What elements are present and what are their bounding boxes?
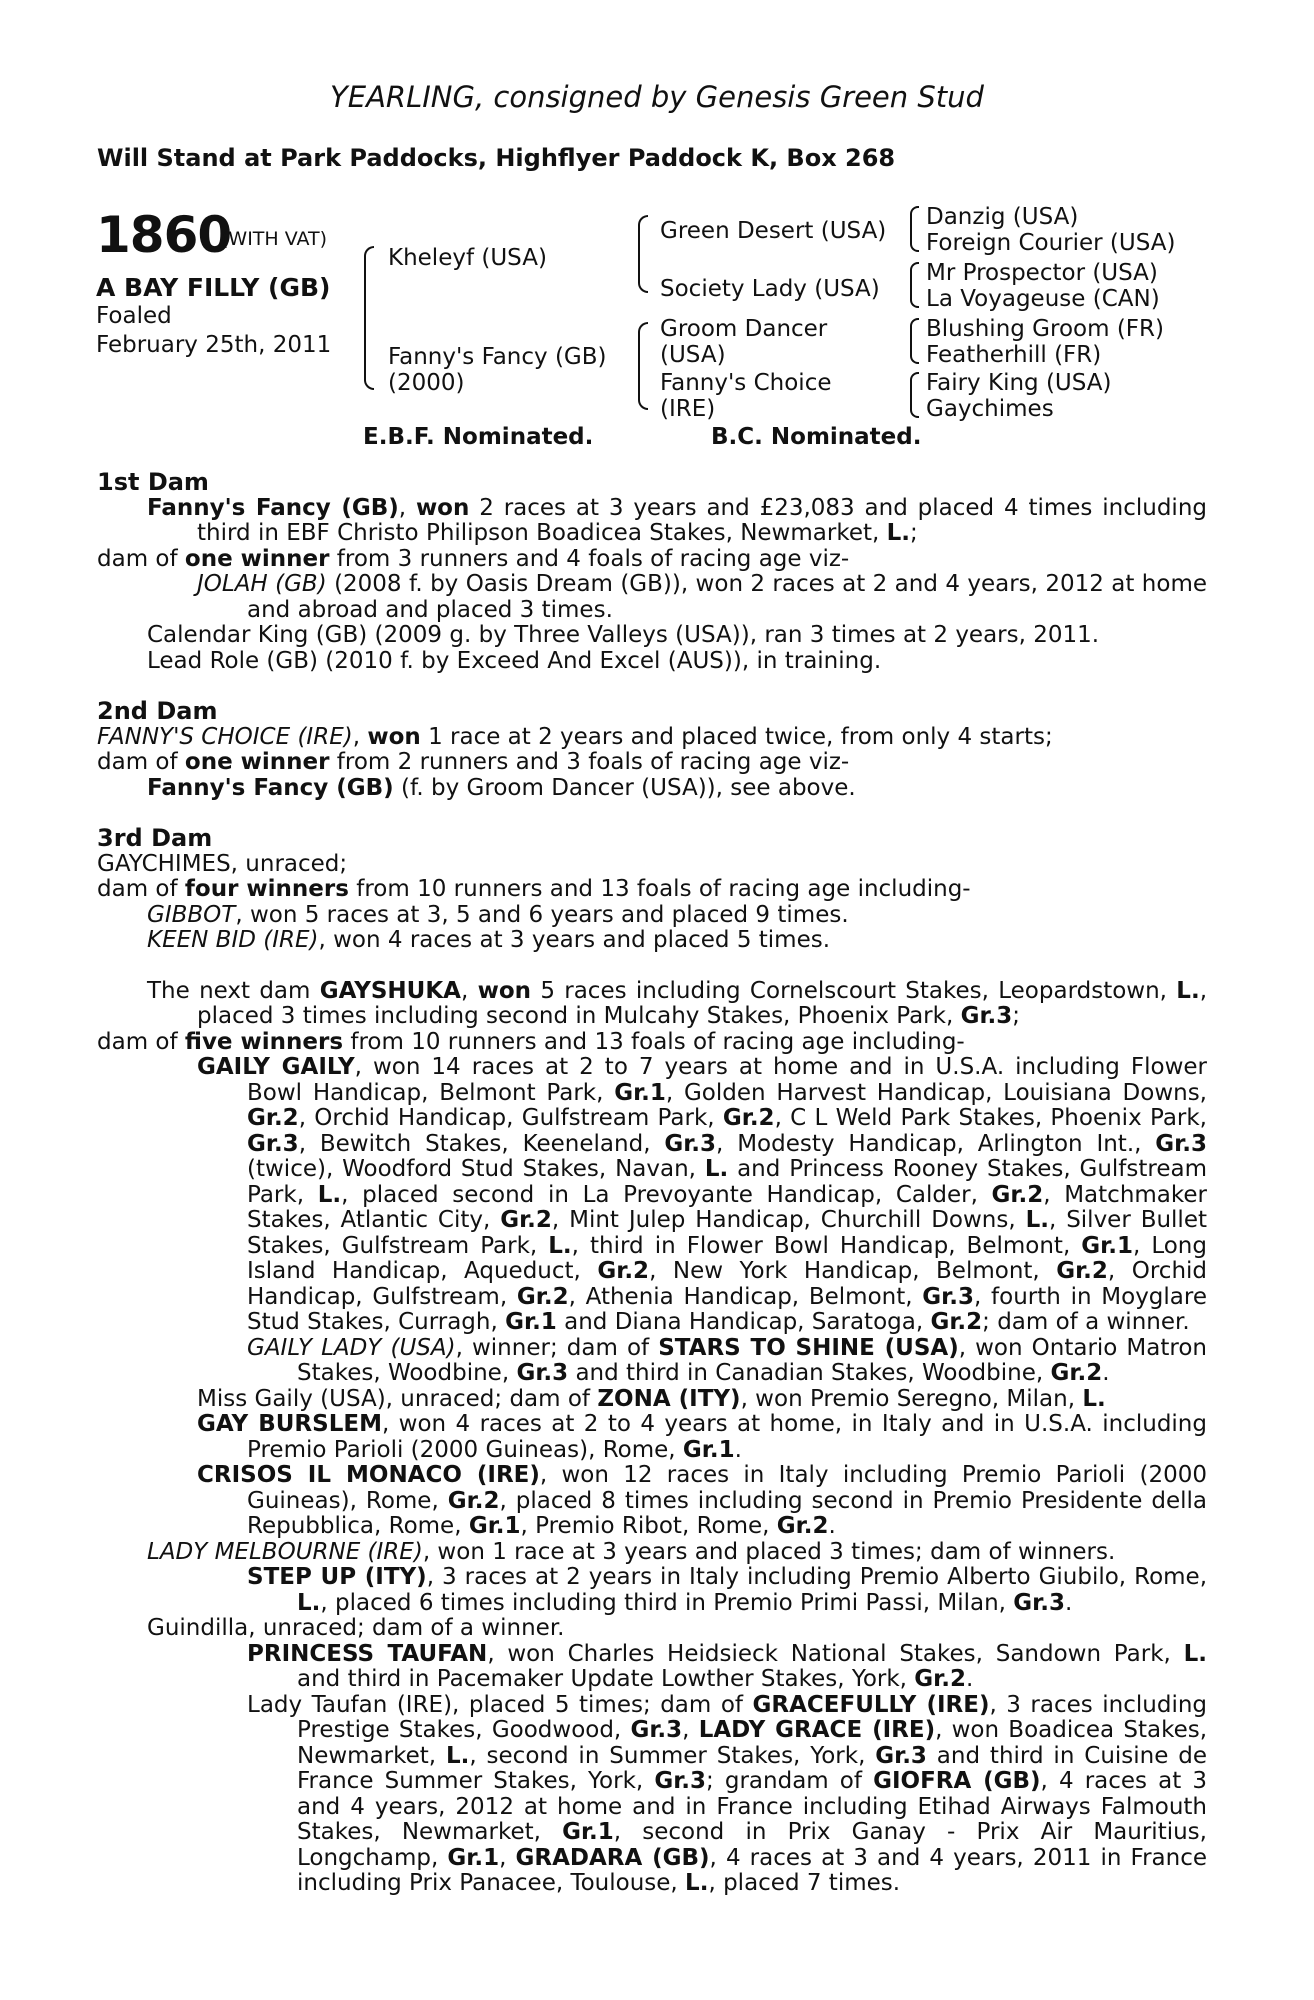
third-dam-record: GAYCHIMES, unraced;	[97, 850, 348, 877]
pedigree-brace-dam	[638, 322, 648, 410]
pedigree-brace-main	[364, 246, 374, 390]
produce-crisos-il-monaco: CRISOS IL MONACO (IRE), won 12 races in Italy including Premio Parioli (2000 Guineas), Rome, Gr.2, placed 8 times including second in Premio Presidente della Repubblica, Rome, Gr.1, Premio Ribot, Rome, Gr.2.	[197, 1462, 1208, 1539]
ebf-nominated: E.B.F. Nominated.	[363, 424, 594, 450]
produce-gaily-gaily: GAILY GAILY, won 14 races at 2 to 7 years at home and in U.S.A. including Flower Bowl Handicap, Belmont Park, Gr.1, Golden Harvest Handicap, Louisiana Downs, Gr.2, Orchid Handicap, Gulfstream Park, Gr.2, C L Weld Park Stakes, Phoenix Park, Gr.3, Bewitch Stakes, Keeneland, Gr.3, Modesty Handicap, Arlington Int., Gr.3 (twice), Woodford Stud Stakes, Navan, L. and Princess Rooney Stakes, Gulfstream Park, L., placed second in La Prevoyante Handicap, Calder, Gr.2, Matchmaker Stakes, Atlantic City, Gr.2, Mint Julep Handicap, Churchill Downs, L., Silver Bullet Stakes, Gulfstream Park, L., third in Flower Bowl Handicap, Belmont, Gr.1, Long Island Handicap, Aqueduct, Gr.2, New York Handicap, Belmont, Gr.2, Orchid Handicap, Gulfstream, Gr.2, Athenia Handicap, Belmont, Gr.3, fourth in Moyglare Stud Stakes, Curragh, Gr.1 and Diana Handicap, Saratoga, Gr.2; dam of a winner.	[197, 1054, 1208, 1335]
next-dam-record: The next dam GAYSHUKA, won 5 races including Cornelscourt Stakes, Leopardstown, L., placed 3 times including second in Mulcahy Stakes, Phoenix Park, Gr.3;	[147, 977, 1208, 1029]
pedigree-dam-dam-line1: Fanny's Choice	[660, 370, 832, 396]
third-dam-heading: 3rd Dam	[97, 824, 213, 852]
pedigree-sds: Mr Prospector (USA)	[926, 260, 1158, 286]
pedigree-brace-sd	[910, 262, 919, 308]
produce-fannys-fancy: Fanny's Fancy (GB) (f. by Groom Dancer (USA)), see above.	[147, 774, 856, 801]
pedigree-dds: Fairy King (USA)	[926, 370, 1112, 396]
produce-jolah: JOLAH (GB) (2008 f. by Oasis Dream (GB)), won 2 races at 2 and 4 years, 2012 at home and abroad and placed 3 times.	[197, 571, 1207, 623]
vat-note: (WITH VAT)	[221, 228, 328, 250]
pedigree-sss: Danzig (USA)	[926, 204, 1079, 230]
lot-number: 1860	[96, 206, 232, 264]
pedigree-sire-dam: Society Lady (USA)	[660, 276, 880, 302]
pedigree-dam-sire-line1: Groom Dancer	[660, 316, 828, 342]
first-dam-heading: 1st Dam	[97, 468, 209, 496]
pedigree-dam-sire-line2: (USA)	[660, 342, 726, 368]
produce-miss-gaily: Miss Gaily (USA), unraced; dam of ZONA (ITY), won Premio Seregno, Milan, L.	[197, 1385, 1106, 1412]
horse-description: A BAY FILLY (GB)	[96, 273, 331, 302]
page-header: YEARLING, consigned by Genesis Green Stud	[330, 80, 984, 114]
produce-calendar-king: Calendar King (GB) (2009 g. by Three Valleys (USA)), ran 3 times at 2 years, 2011.	[147, 622, 1100, 648]
pedigree-dsd: Featherhill (FR)	[926, 342, 1102, 368]
pedigree-ddd: Gaychimes	[926, 396, 1054, 422]
produce-gibbot: GIBBOT, won 5 races at 3, 5 and 6 years and placed 9 times.	[147, 901, 849, 928]
produce-guindilla: Guindilla, unraced; dam of a winner.	[147, 1615, 565, 1641]
pedigree-brace-sire	[638, 215, 648, 293]
pedigree-brace-dd	[910, 372, 919, 418]
pedigree-brace-ss	[910, 206, 919, 252]
first-dam-produce-summary: dam of one winner from 3 runners and 4 foals of racing age viz-	[97, 545, 850, 572]
foaled-date: February 25th, 2011	[96, 332, 332, 358]
first-dam-record: Fanny's Fancy (GB), won 2 races at 3 years and £23,083 and placed 4 times including third in EBF Christo Philipson Boadicea Stakes, Newmarket, L.;	[147, 494, 1207, 546]
pedigree-dss: Blushing Groom (FR)	[926, 316, 1164, 342]
produce-record	[97, 470, 1207, 1897]
foaled-info	[96, 302, 331, 360]
second-dam-heading: 2nd Dam	[97, 697, 218, 725]
second-dam-record: FANNY'S CHOICE (IRE), won 1 race at 2 years and placed twice, from only 4 starts;	[97, 723, 1053, 750]
pedigree-sdd: La Voyageuse (CAN)	[926, 286, 1160, 312]
produce-princess-taufan: PRINCESS TAUFAN, won Charles Heidsieck National Stakes, Sandown Park, L. and third in Pacemaker Update Lowther Stakes, York, Gr.2.	[247, 1640, 1207, 1692]
bc-nominated: B.C. Nominated.	[711, 424, 922, 450]
foaled-label: Foaled	[96, 303, 172, 329]
pedigree-sire: Kheleyf (USA)	[388, 245, 547, 271]
produce-keen-bid: KEEN BID (IRE), won 4 races at 3 years and placed 5 times.	[147, 927, 831, 953]
produce-gaily-lady: GAILY LADY (USA), winner; dam of STARS TO SHINE (USA), won Ontario Matron Stakes, Woodbine, Gr.3 and third in Canadian Stakes, Woodbine, Gr.2.	[247, 1334, 1207, 1386]
third-dam-produce-summary: dam of four winners from 10 runners and 13 foals of racing age including-	[97, 876, 971, 902]
stand-location: Will Stand at Park Paddocks, Highflyer Paddock K, Box 268	[97, 144, 896, 172]
next-dam-produce-summary: dam of five winners from 10 runners and 13 foals of racing age including-	[97, 1028, 965, 1055]
pedigree-dam-line2: (2000)	[388, 370, 465, 396]
pedigree-dam-line1: Fanny's Fancy (GB)	[388, 344, 607, 370]
produce-gay-burslem: GAY BURSLEM, won 4 races at 2 to 4 years at home, in Italy and in U.S.A. including Premio Parioli (2000 Guineas), Rome, Gr.1.	[197, 1411, 1207, 1463]
produce-lead-role: Lead Role (GB) (2010 f. by Exceed And Excel (AUS)), in training.	[147, 647, 882, 674]
pedigree-dam-dam-line2: (IRE)	[660, 396, 716, 422]
pedigree-brace-ds	[910, 318, 919, 364]
pedigree-sire-sire: Green Desert (USA)	[660, 218, 887, 244]
pedigree-ssd: Foreign Courier (USA)	[926, 230, 1176, 256]
produce-step-up: STEP UP (ITY), 3 races at 2 years in Italy including Premio Alberto Giubilo, Rome, L., placed 6 times including third in Premio Primi Passi, Milan, Gr.3.	[247, 1564, 1208, 1616]
produce-lady-melbourne: LADY MELBOURNE (IRE), won 1 race at 3 years and placed 3 times; dam of winners.	[147, 1538, 1116, 1565]
second-dam-produce-summary: dam of one winner from 2 runners and 3 foals of racing age viz-	[97, 749, 850, 775]
produce-lady-taufan: Lady Taufan (IRE), placed 5 times; dam of GRACEFULLY (IRE), 3 races including Prestige Stakes, Goodwood, Gr.3, LADY GRACE (IRE), won Boadicea Stakes, Newmarket, L., second in Summer Stakes, York, Gr.3 and third in Cuisine de France Summer Stakes, York, Gr.3; grandam of GIOFRA (GB), 4 races at 3 and 4 years, 2012 at home and in France including Etihad Airways Falmouth Stakes, Newmarket, Gr.1, second in Prix Ganay - Prix Air Mauritius, Longchamp, Gr.1, GRADARA (GB), 4 races at 3 and 4 years, 2011 in France including Prix Panacee, Toulouse, L., placed 7 times.	[247, 1691, 1208, 1896]
